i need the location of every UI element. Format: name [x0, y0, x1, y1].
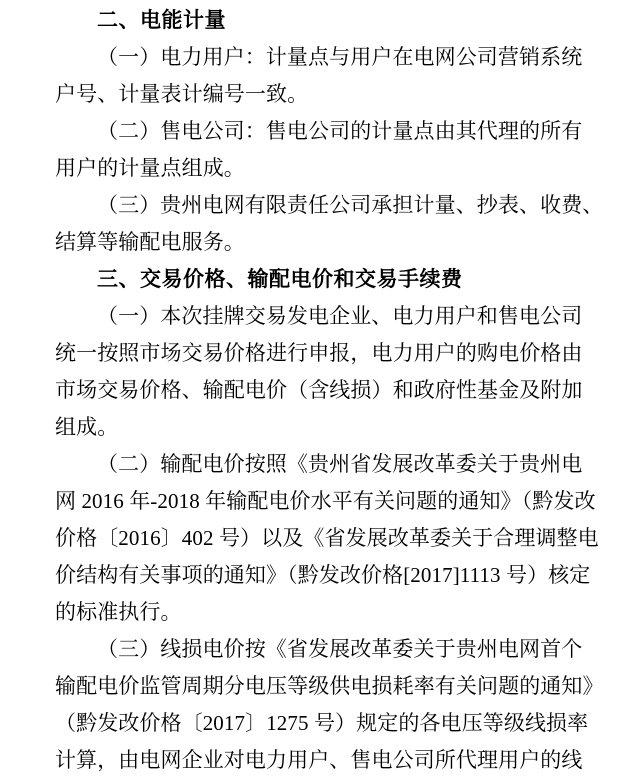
- text-line: （三）线损电价按《省发展改革委关于贵州电网首个: [97, 637, 583, 661]
- text-line: 计算，由电网企业对电力用户、售电公司所代理用户的线: [55, 748, 583, 772]
- text-line: （三）贵州电网有限责任公司承担计量、抄表、收费、: [97, 193, 604, 217]
- text-line: 的标准执行。: [55, 600, 182, 624]
- text-line: 价结构有关事项的通知》（黔发改价格[2017]1113 号）核定: [55, 563, 591, 587]
- text-line: 用户的计量点组成。: [55, 156, 245, 180]
- text-line: 户号、计量表计编号一致。: [55, 82, 309, 106]
- text-line: （一）本次挂牌交易发电企业、电力用户和售电公司: [97, 304, 583, 328]
- text-line: （一）电力用户：计量点与用户在电网公司营销系统: [97, 45, 583, 69]
- section-heading: 二、电能计量: [97, 9, 226, 32]
- section-heading: 三、交易价格、输配电价和交易手续费: [97, 268, 463, 291]
- text-line: 市场交易价格、输配电价（含线损）和政府性基金及附加: [55, 378, 583, 402]
- text-line: 网 2016 年-2018 年输配电价水平有关问题的通知》（黔发改: [55, 489, 596, 513]
- text-line: 结算等输配电服务。: [55, 230, 245, 254]
- text-line: （二）售电公司：售电公司的计量点由其代理的所有: [97, 119, 583, 143]
- text-line: 输配电价监管周期分电压等级供电损耗率有关问题的通知》: [55, 674, 604, 698]
- document-text-block: [55, 2, 604, 779]
- text-line: 组成。: [55, 415, 119, 439]
- text-line: （黔发改价格〔2017〕1275 号）规定的各电压等级线损率: [55, 711, 589, 735]
- text-line: （二）输配电价按照《贵州省发展改革委关于贵州电: [97, 452, 583, 476]
- text-line: 价格〔2016〕402 号）以及《省发展改革委关于合理调整电: [55, 526, 599, 550]
- text-line: 统一按照市场交易价格进行申报，电力用户的购电价格由: [55, 341, 583, 365]
